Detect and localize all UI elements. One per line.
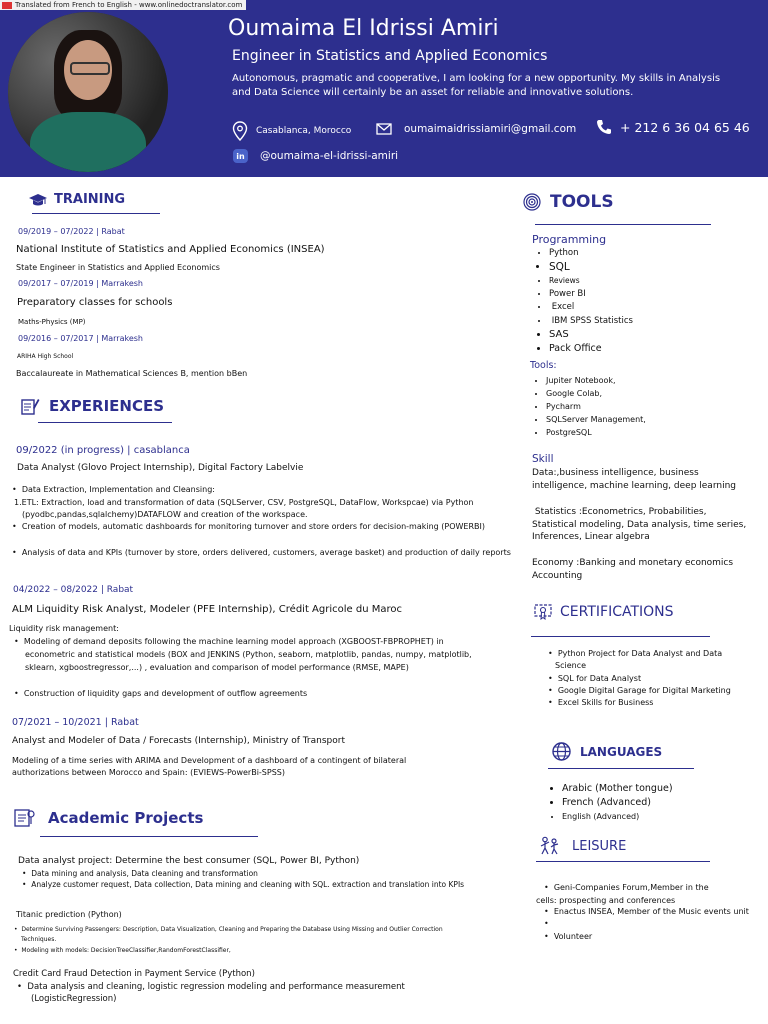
training-school-2: Preparatory classes for schools xyxy=(17,297,173,308)
languages-underline xyxy=(548,768,694,769)
exp2-bullet-2-text: Construction of liquidity gaps and development of outflow agreements xyxy=(23,689,308,698)
tool-item: • Pycharm xyxy=(546,400,646,413)
tool-item: • SQLServer Management, xyxy=(546,413,646,426)
skill-stats-1: Statistics :Econometrics, Probabilities, xyxy=(532,507,707,517)
exp1-bullet-1: • Data Extraction, Implementation and Cleansing: xyxy=(12,485,215,494)
training-date-3: 09/2016 – 07/2017 | Marrakesh xyxy=(18,334,143,343)
cert-1b: Science xyxy=(555,661,587,670)
programming-item: • Power BI xyxy=(549,288,633,302)
exp1-bullet-3-text: Creation of models, automatic dashboards for monitoring turnover and store orders for decision-making (POWERBI) xyxy=(21,522,486,531)
project2-bullet-1: • Determine Surviving Passengers: Description, Data Visualization, Cleaning and Preparing the Database Using Missing and Outlier Correction xyxy=(14,926,443,933)
training-date-2: 09/2017 – 07/2019 | Marrakesh xyxy=(18,279,143,288)
linkedin-text[interactable]: @oumaima-el-idrissi-amiri xyxy=(260,150,399,162)
project2-bullet-2-text: Modeling with models: DecisionTreeClassifier,RandomForestClassifier, xyxy=(21,947,231,954)
person-name: Oumaima El Idrissi Amiri xyxy=(228,16,499,41)
certifications-heading-text: CERTIFICATIONS xyxy=(560,604,674,620)
exp2-date: 04/2022 – 08/2022 | Rabat xyxy=(13,585,134,595)
cv-header xyxy=(0,0,768,177)
exp1-bullet-4: • Analysis of data and KPIs (turnover by store, orders delivered, customers, average basket) and production of daily reports xyxy=(12,548,511,557)
training-school-1: National Institute of Statistics and Applied Economics (INSEA) xyxy=(16,244,325,255)
certifications-heading xyxy=(534,604,674,620)
exp1-bullet-2b: (pyodbc,pandas,sqlalchemy)DATAFLOW and creation of the workspace. xyxy=(22,510,308,519)
programming-item: • Python xyxy=(549,247,633,261)
leisure-people-icon xyxy=(539,836,561,856)
project1-bullet-1-text: Data mining and analysis, Data cleaning and transformation xyxy=(31,869,258,878)
project2-bullet-1b: Techniques. xyxy=(21,936,57,943)
training-detail-3: Baccalaureate in Mathematical Sciences B, mention bBen xyxy=(16,369,248,378)
location-contact xyxy=(232,121,351,141)
globe-icon xyxy=(552,742,571,761)
programming-item: • IBM SPSS Statistics xyxy=(549,315,633,329)
cert-4: • Excel Skills for Business xyxy=(548,698,654,707)
tools-heading-text: TOOLS xyxy=(550,192,614,212)
training-detail-1: State Engineer in Statistics and Applied Economics xyxy=(16,263,220,272)
cert-3: • Google Digital Garage for Digital Marketing xyxy=(548,686,731,695)
cert-2: • SQL for Data Analyst xyxy=(548,674,642,683)
cert-1: • Python Project for Data Analyst and Data xyxy=(548,649,723,658)
languages-list xyxy=(548,782,673,824)
exp1-bullet-2: 1.ETL: Extraction, load and transformation of data (SQLServer, CSV, PostgreSQL, DataFlow, Workspcae) via Python xyxy=(14,498,474,507)
exp3-desc-2: authorizations between Morocco and Spain: (EVIEWS-PowerBi-SPSS) xyxy=(12,768,285,777)
certifications-underline xyxy=(531,636,710,637)
leisure-1b: cells: prospecting and conferences xyxy=(536,896,676,905)
location-text: Casablanca, Morocco xyxy=(256,126,352,136)
svg-text:in: in xyxy=(236,152,245,161)
mail-icon xyxy=(376,123,392,135)
programming-label: Programming xyxy=(532,233,607,246)
project3-bullet-1b: (LogisticRegression) xyxy=(31,994,117,1004)
exp2-bullet-1c: sklearn, xgboostregressor,...) , evaluation and comparison of model performance (RMSE, MAPE) xyxy=(25,663,409,672)
exp2-bullet-1b: econometric and statistical models (BOX and JENKINS (Python, seaborn, matplotlib, pandas, numpy, matplotlib, xyxy=(25,650,472,659)
exp1-role: Data Analyst (Glovo Project Internship), Digital Factory Labelvie xyxy=(17,463,304,473)
translation-banner-text: Translated from French to English - www.onlinedoctranslator.com xyxy=(15,1,243,9)
skill-data-1: Data:,business intelligence, business xyxy=(532,468,699,478)
project1-bullet-2-text: Analyze customer request, Data collection, Data mining and cleaning with SQL. extraction and translation into KPIs xyxy=(31,880,465,889)
tools-heading xyxy=(523,192,614,212)
graduation-cap-icon xyxy=(28,193,48,207)
languages-heading-text: LANGUAGES xyxy=(580,744,663,759)
cert-3-text: Google Digital Garage for Digital Marketing xyxy=(557,686,731,695)
project1-bullet-2: • Analyze customer request, Data collection, Data mining and cleaning with SQL. extraction and translation into KPIs xyxy=(22,880,465,889)
leisure-3: • xyxy=(544,919,554,928)
languages-heading xyxy=(552,742,662,761)
experiences-heading xyxy=(20,396,164,416)
email-contact[interactable] xyxy=(376,123,576,135)
projects-heading xyxy=(14,808,203,828)
tools-target-icon xyxy=(523,193,541,211)
programming-item: • Reviews xyxy=(549,274,633,288)
training-underline xyxy=(32,213,160,214)
training-date-1: 09/2019 – 07/2022 | Rabat xyxy=(18,227,125,236)
email-text[interactable]: oumaimaidrissiamiri@gmail.com xyxy=(404,123,577,135)
exp2-bullet-2: • Construction of liquidity gaps and development of outflow agreements xyxy=(14,689,308,698)
exp2-role: ALM Liquidity Risk Analyst, Modeler (PFE Internship), Crédit Agricole du Maroc xyxy=(12,604,402,615)
project2-title: Titanic prediction (Python) xyxy=(16,910,122,919)
skill-economy-1: Economy :Banking and monetary economics xyxy=(532,558,734,568)
exp3-date: 07/2021 – 10/2021 | Rabat xyxy=(12,717,139,728)
tools-label: Tools: xyxy=(530,360,557,371)
projects-icon xyxy=(14,808,36,828)
project3-bullet-1: • Data analysis and cleaning, logistic regression modeling and performance measurement xyxy=(17,982,405,992)
projects-underline xyxy=(40,836,258,837)
training-school-3: ARIHA High School xyxy=(17,353,74,360)
skill-stats-3: Inferences, Linear algebra xyxy=(532,532,650,542)
language-item: • French (Advanced) xyxy=(562,796,673,810)
leisure-heading-text: LEISURE xyxy=(572,838,627,854)
training-detail-2: Maths-Physics (MP) xyxy=(18,318,86,326)
projects-heading-text: Academic Projects xyxy=(48,809,204,827)
tool-item: • Google Colab, xyxy=(546,387,646,400)
phone-contact[interactable] xyxy=(596,119,750,135)
tools-list xyxy=(532,374,646,439)
experiences-heading-text: EXPERIENCES xyxy=(49,397,165,415)
phone-text[interactable]: + 212 6 36 04 65 46 xyxy=(620,119,750,135)
linkedin-icon xyxy=(233,149,248,163)
skill-stats-2: Statistical modeling, Data analysis, time series, xyxy=(532,520,747,530)
exp1-date: 09/2022 (in progress) | casablanca xyxy=(16,445,190,456)
tool-item: • Jupiter Notebook, xyxy=(546,374,646,387)
leisure-heading xyxy=(539,836,626,856)
job-title: Engineer in Statistics and Applied Economics xyxy=(232,48,548,64)
programming-list xyxy=(535,247,633,355)
leisure-2: • Enactus INSEA, Member of the Music events unit xyxy=(544,907,749,916)
cert-1-text: Python Project for Data Analyst and Data xyxy=(557,649,723,658)
exp1-bullet-3: • Creation of models, automatic dashboards for monitoring turnover and store orders for decision-making (POWERBI) xyxy=(12,522,486,531)
programming-item: • SAS xyxy=(549,328,633,342)
leisure-underline xyxy=(536,861,710,862)
profile-photo xyxy=(8,12,168,172)
exp1-bullet-4-text: Analysis of data and KPIs (turnover by store, orders delivered, customers, average basket) and production of daily reports xyxy=(21,548,511,557)
programming-item: • Pack Office xyxy=(549,342,633,356)
project2-bullet-1-text: Determine Surviving Passengers: Description, Data Visualization, Cleaning and Preparing the Database Using Missing and Outlier Correction xyxy=(21,926,443,933)
translation-banner[interactable] xyxy=(0,0,246,10)
leisure-4-text: Volunteer xyxy=(553,932,593,941)
exp2-bullet-1-text: Modeling of demand deposits following the machine learning model approach (XGBOOST-FBPROPHET) in xyxy=(23,637,444,646)
skill-label: Skill xyxy=(532,453,554,465)
cert-4-text: Excel Skills for Business xyxy=(557,698,654,707)
exp1-bullet-1-text: Data Extraction, Implementation and Cleansing: xyxy=(21,485,215,494)
exp3-desc-1: Modeling of a time series with ARIMA and Development of a dashboard of a contingent of bilateral xyxy=(12,756,407,765)
project3-title: Credit Card Fraud Detection in Payment Service (Python) xyxy=(13,969,255,979)
programming-item: • Excel xyxy=(549,301,633,315)
translator-icon xyxy=(2,2,12,9)
linkedin-contact[interactable] xyxy=(233,149,398,163)
certificate-icon xyxy=(534,604,552,620)
skill-economy-2: Accounting xyxy=(532,571,583,581)
leisure-2-text: Enactus INSEA, Member of the Music events unit xyxy=(553,907,749,916)
tools-underline xyxy=(535,224,711,225)
profile-summary: Autonomous, pragmatic and cooperative, I am looking for a new opportunity. My skills in Analysis and Data Science will certainly be an asset for reliable and innovative solutions. xyxy=(232,73,721,98)
language-item: • English (Advanced) xyxy=(562,810,673,824)
training-heading-text: TRAINING xyxy=(54,192,126,207)
location-pin-icon xyxy=(232,121,248,141)
leisure-1-text: Geni-Companies Forum,Member in the xyxy=(553,883,709,892)
language-item: • Arabic (Mother tongue) xyxy=(562,782,673,796)
experiences-underline xyxy=(38,422,172,423)
project1-title: Data analyst project: Determine the best consumer (SQL, Power BI, Python) xyxy=(18,856,360,866)
skill-data-2: intelligence, machine learning, deep learning xyxy=(532,481,736,491)
exp2-subheading: Liquidity risk management: xyxy=(9,624,119,633)
training-heading xyxy=(28,192,125,207)
leisure-1: • Geni-Companies Forum,Member in the xyxy=(544,883,709,892)
leisure-4: • Volunteer xyxy=(544,932,593,941)
cert-2-text: SQL for Data Analyst xyxy=(557,674,642,683)
programming-item: • SQL xyxy=(549,261,633,275)
exp3-role: Analyst and Modeler of Data / Forecasts (Internship), Ministry of Transport xyxy=(12,736,345,746)
experience-icon xyxy=(20,396,40,416)
project2-bullet-2: • Modeling with models: DecisionTreeClassifier,RandomForestClassifier, xyxy=(14,947,231,954)
project1-bullet-1: • Data mining and analysis, Data cleaning and transformation xyxy=(22,869,258,878)
project3-bullet-1-text: Data analysis and cleaning, logistic regression modeling and performance measurement xyxy=(27,982,405,992)
phone-icon xyxy=(596,119,612,135)
tool-item: • PostgreSQL xyxy=(546,426,646,439)
exp2-bullet-1: • Modeling of demand deposits following the machine learning model approach (XGBOOST-FBPROPHET) in xyxy=(14,637,444,646)
